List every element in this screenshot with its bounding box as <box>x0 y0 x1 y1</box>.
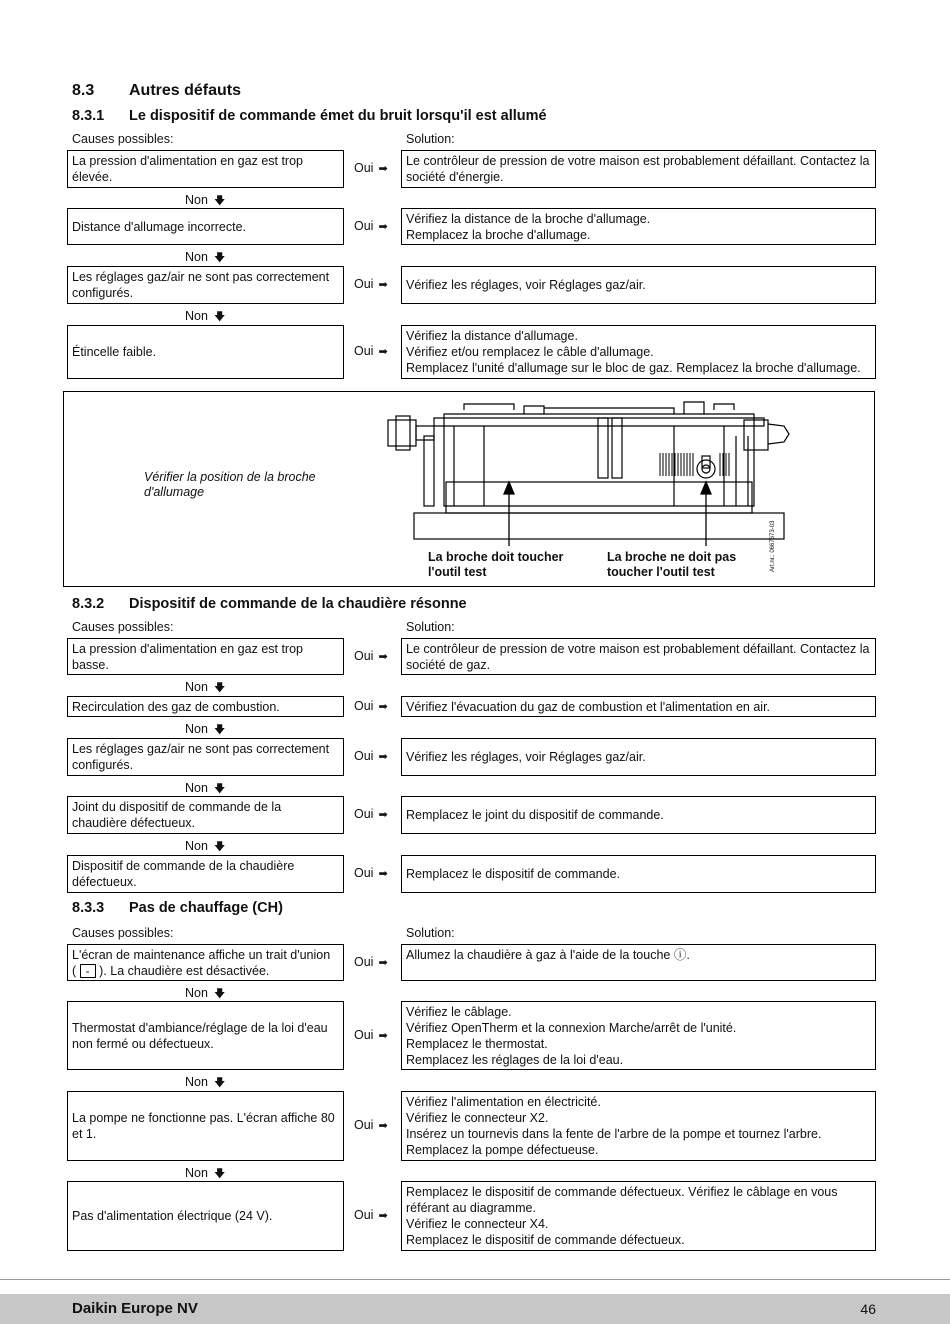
figure-caption: Vérifier la position de la broche d'allumage <box>144 470 316 499</box>
yes-arrow: Oui ➡ <box>354 1208 388 1222</box>
cause-box: Pas d'alimentation électrique (24 V). <box>67 1181 344 1251</box>
cause-box: Distance d'allumage incorrecte. <box>67 208 344 245</box>
no-arrow: Non 🡇 <box>185 839 226 853</box>
yes-arrow: Oui ➡ <box>354 807 388 821</box>
cause-box: Les réglages gaz/air ne sont pas correctement configurés. <box>67 266 344 304</box>
label-pin-must-touch: La broche doit toucher l'outil test <box>428 550 564 579</box>
down-arrow-icon: 🡇 <box>213 252 226 264</box>
right-arrow-icon: ➡ <box>378 1210 388 1222</box>
down-arrow-icon: 🡇 <box>213 724 226 736</box>
no-arrow: Non 🡇 <box>185 1166 226 1180</box>
solution-box: Remplacez le joint du dispositif de commande. <box>401 796 876 834</box>
gas-valve-drawing <box>384 396 824 546</box>
down-arrow-icon: 🡇 <box>213 195 226 207</box>
yes-arrow: Oui ➡ <box>354 161 388 175</box>
solution-box: Vérifiez l'alimentation en électricité. Vérifiez le connecteur X2. Insérez un tournevis dans la fente de l'arbre de la pompe et tournez l'arbre. Remplacez la pompe défectueuse. <box>401 1091 876 1161</box>
ignition-figure <box>63 391 875 587</box>
down-arrow-icon: 🡇 <box>213 783 226 795</box>
yes-arrow: Oui ➡ <box>354 218 388 233</box>
cause-box: L'écran de maintenance affiche un trait d'union ( - ). La chaudière est désactivée. <box>67 944 344 981</box>
causes-header: Causes possibles: <box>72 620 174 634</box>
solution-box: Vérifiez les réglages, voir Réglages gaz/air. <box>401 266 876 304</box>
down-arrow-icon: 🡇 <box>213 1168 226 1180</box>
right-arrow-icon: ➡ <box>378 279 388 291</box>
yes-arrow: Oui ➡ <box>354 1027 388 1042</box>
footer-bar <box>0 1294 950 1324</box>
no-arrow: Non 🡇 <box>185 986 226 1000</box>
right-arrow-icon: ➡ <box>378 1120 388 1132</box>
down-arrow-icon: 🡇 <box>213 988 226 1000</box>
cause-box: La pompe ne fonctionne pas. L'écran affiche 80 et 1. <box>67 1091 344 1161</box>
cause-box: Recirculation des gaz de combustion. <box>67 696 344 717</box>
yes-arrow: Oui ➡ <box>354 866 388 880</box>
right-arrow-icon: ➡ <box>378 751 388 763</box>
section-8-3-2-heading: 8.3.2 Dispositif de commande de la chaudière résonne <box>72 596 467 612</box>
right-arrow-icon: ➡ <box>378 346 388 358</box>
no-arrow: Non 🡇 <box>185 722 226 736</box>
no-arrow: Non 🡇 <box>185 309 226 323</box>
hyphen-display-key: - <box>80 964 96 978</box>
cause-box: Thermostat d'ambiance/réglage de la loi d'eau non fermé ou défectueux. <box>67 1001 344 1070</box>
solution-box: Le contrôleur de pression de votre maison est probablement défaillant. Contactez la société d'énergie. <box>401 150 876 188</box>
yes-arrow: Oui ➡ <box>354 344 388 358</box>
yes-arrow: Oui ➡ <box>354 1118 388 1132</box>
footer-divider <box>0 1279 950 1280</box>
solution-box: Remplacez le dispositif de commande défectueux. Vérifiez le câblage en vous référant au diagramme. Vérifiez le connecteur X4. Remplacez le dispositif de commande défectueux. <box>401 1181 876 1251</box>
solution-box: Vérifiez l'évacuation du gaz de combustion et l'alimentation en air. <box>401 696 876 717</box>
solution-box: Vérifiez la distance d'allumage. Vérifiez et/ou remplacez le câble d'allumage. Remplacez l'unité d'allumage sur le bloc de gaz. Remplacez la broche d'allumage. <box>401 325 876 379</box>
solution-header: Solution: <box>406 620 455 634</box>
art-number: Art.nr.: 0667673-03 <box>770 520 776 572</box>
no-arrow: Non 🡇 <box>185 1075 226 1089</box>
right-arrow-icon: ➡ <box>378 163 388 175</box>
causes-header: Causes possibles: <box>72 132 174 146</box>
cause-box: La pression d'alimentation en gaz est trop élevée. <box>67 150 344 188</box>
cause-box: La pression d'alimentation en gaz est trop basse. <box>67 638 344 675</box>
solution-header: Solution: <box>406 926 455 940</box>
no-arrow: Non 🡇 <box>185 680 226 694</box>
no-arrow: Non 🡇 <box>185 781 226 795</box>
down-arrow-icon: 🡇 <box>213 682 226 694</box>
right-arrow-icon: ➡ <box>378 650 388 663</box>
section-8-3-heading: 8.3 Autres défauts <box>72 82 242 99</box>
footer-company: Daikin Europe NV <box>72 1300 198 1317</box>
causes-header: Causes possibles: <box>72 926 174 940</box>
cause-box: Joint du dispositif de commande de la chaudière défectueux. <box>67 796 344 834</box>
yes-arrow: Oui ➡ <box>354 954 388 969</box>
yes-arrow: Oui ➡ <box>354 749 388 763</box>
no-arrow: Non 🡇 <box>185 193 226 207</box>
yes-arrow: Oui ➡ <box>354 277 388 291</box>
right-arrow-icon: ➡ <box>378 868 388 880</box>
solution-header: Solution: <box>406 132 455 146</box>
section-8-3-3-heading: 8.3.3 Pas de chauffage (CH) <box>72 900 283 916</box>
solution-box: Vérifiez la distance de la broche d'allumage. Remplacez la broche d'allumage. <box>401 208 876 245</box>
solution-box: Vérifiez le câblage. Vérifiez OpenTherm et la connexion Marche/arrêt de l'unité. Remplacez le thermostat. Remplacez les réglages de la loi d'eau. <box>401 1001 876 1070</box>
right-arrow-icon: ➡ <box>378 809 388 821</box>
right-arrow-icon: ➡ <box>378 956 388 969</box>
cause-box: Étincelle faible. <box>67 325 344 379</box>
cause-box: Dispositif de commande de la chaudière défectueux. <box>67 855 344 893</box>
cause-box: Les réglages gaz/air ne sont pas correctement configurés. <box>67 738 344 776</box>
solution-box: Allumez la chaudière à gaz à l'aide de la touche ⓘ. <box>401 944 876 981</box>
page-number: 46 <box>860 1301 876 1317</box>
section-8-3-1-heading: 8.3.1 Le dispositif de commande émet du bruit lorsqu'il est allumé <box>72 108 547 124</box>
yes-arrow: Oui ➡ <box>354 698 388 713</box>
down-arrow-icon: 🡇 <box>213 311 226 323</box>
label-pin-must-not-touch: La broche ne doit pas toucher l'outil test <box>607 550 737 579</box>
solution-box: Vérifiez les réglages, voir Réglages gaz/air. <box>401 738 876 776</box>
no-arrow: Non 🡇 <box>185 250 226 264</box>
down-arrow-icon: 🡇 <box>213 1077 226 1089</box>
right-arrow-icon: ➡ <box>378 220 388 233</box>
down-arrow-icon: 🡇 <box>213 841 226 853</box>
right-arrow-icon: ➡ <box>378 700 388 713</box>
yes-arrow: Oui ➡ <box>354 648 388 663</box>
solution-box: Remplacez le dispositif de commande. <box>401 855 876 893</box>
solution-box: Le contrôleur de pression de votre maison est probablement défaillant. Contactez la société de gaz. <box>401 638 876 675</box>
right-arrow-icon: ➡ <box>378 1029 388 1042</box>
